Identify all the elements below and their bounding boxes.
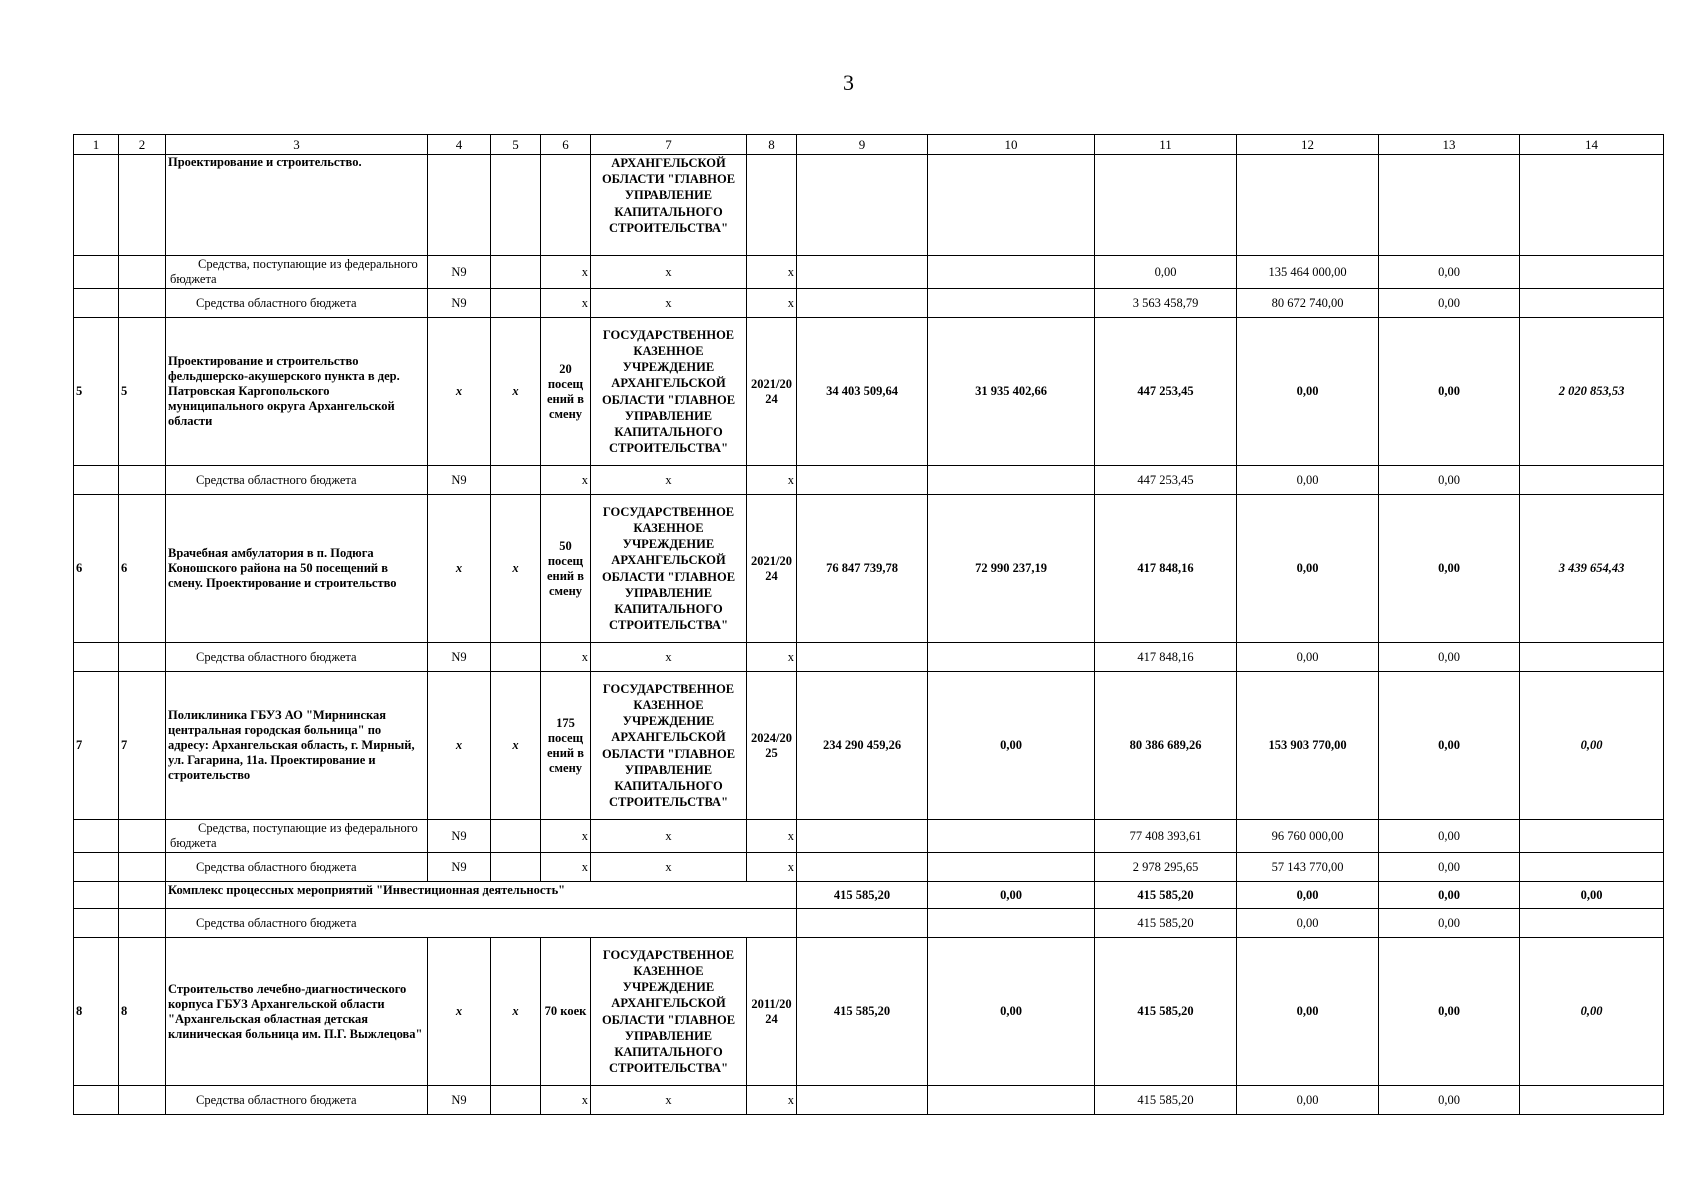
funding-source: Средства областного бюджета xyxy=(166,289,428,318)
object-name: Проектирование и строительство фельдшерско-акушерского пункта в дер. Патровская Каргопольского муниципального округа Архангельской области xyxy=(166,318,428,466)
object-name: Проектирование и строительство. xyxy=(166,155,428,256)
cell: 415 585,20 xyxy=(1095,938,1237,1086)
object-row xyxy=(74,938,1664,1086)
cell: 96 760 000,00 xyxy=(1237,820,1379,853)
capacity: 20 посещ ений в смену xyxy=(541,318,591,466)
cell: 0,00 xyxy=(1379,1086,1520,1115)
cell: x xyxy=(747,643,797,672)
cell: 415 585,20 xyxy=(1095,1086,1237,1115)
cell: N9 xyxy=(428,853,491,882)
cell: x xyxy=(591,466,747,495)
cell: x xyxy=(541,466,591,495)
cell: 0,00 xyxy=(1379,289,1520,318)
cell: x xyxy=(747,853,797,882)
cell: 34 403 509,64 xyxy=(797,318,928,466)
cell: x xyxy=(541,853,591,882)
cell: 0,00 xyxy=(1379,938,1520,1086)
funding-source: Средства областного бюджета xyxy=(166,853,428,882)
cell: x xyxy=(491,495,541,643)
cell: N9 xyxy=(428,820,491,853)
col-header: 5 xyxy=(491,135,541,155)
object-name: Строительство лечебно-диагностического корпуса ГБУЗ Архангельской области "Архангельская областная детская клиническая больница им. П.Г. Выжлецова" xyxy=(166,938,428,1086)
cell: x xyxy=(747,289,797,318)
cell: x xyxy=(591,256,747,289)
cell: 0,00 xyxy=(1379,820,1520,853)
cell: 415 585,20 xyxy=(797,882,928,909)
cell: 31 935 402,66 xyxy=(928,318,1095,466)
cell: 153 903 770,00 xyxy=(1237,672,1379,820)
object-row xyxy=(74,318,1664,466)
cell: x xyxy=(591,853,747,882)
cell: 135 464 000,00 xyxy=(1237,256,1379,289)
funding-source: Средства областного бюджета xyxy=(166,466,428,495)
cell: 0,00 xyxy=(1379,256,1520,289)
col-header: 6 xyxy=(541,135,591,155)
cell: 415 585,20 xyxy=(1095,882,1237,909)
table-row xyxy=(74,155,1664,256)
cell: x xyxy=(541,643,591,672)
cell: 0,00 xyxy=(1237,882,1379,909)
customer-name: ГОСУДАРСТВЕННОЕ КАЗЕННОЕ УЧРЕЖДЕНИЕ АРХАНГЕЛЬСКОЙ ОБЛАСТИ "ГЛАВНОЕ УПРАВЛЕНИЕ КАПИТАЛЬНОГО СТРОИТЕЛЬСТВА" xyxy=(591,318,747,466)
cell: 417 848,16 xyxy=(1095,643,1237,672)
col-header: 13 xyxy=(1379,135,1520,155)
cell: 0,00 xyxy=(1379,318,1520,466)
cell: 0,00 xyxy=(1520,672,1664,820)
funding-row xyxy=(74,289,1664,318)
cell: 0,00 xyxy=(1237,495,1379,643)
funding-table xyxy=(73,134,1664,1115)
cell: 0,00 xyxy=(1379,853,1520,882)
cell: x xyxy=(491,672,541,820)
row-number: 5 xyxy=(74,318,119,466)
object-name: Врачебная амбулатория в п. Подюга Коношского района на 50 посещений в смену. Проектирование и строительство xyxy=(166,495,428,643)
cell: N9 xyxy=(428,1086,491,1115)
col-header: 3 xyxy=(166,135,428,155)
cell: 415 585,20 xyxy=(1095,909,1237,938)
cell: x xyxy=(541,256,591,289)
cell: 77 408 393,61 xyxy=(1095,820,1237,853)
cell: 0,00 xyxy=(1520,938,1664,1086)
funding-row xyxy=(74,466,1664,495)
cell: 415 585,20 xyxy=(797,938,928,1086)
funding-source: Средства областного бюджета xyxy=(166,1086,428,1115)
funding-row xyxy=(74,1086,1664,1115)
cell: x xyxy=(747,820,797,853)
cell: x xyxy=(428,672,491,820)
row-number: 7 xyxy=(119,672,166,820)
col-header: 10 xyxy=(928,135,1095,155)
cell: 3 563 458,79 xyxy=(1095,289,1237,318)
cell: 0,00 xyxy=(1095,256,1237,289)
cell: N9 xyxy=(428,256,491,289)
period: 2021/20 24 xyxy=(747,495,797,643)
cell: x xyxy=(591,643,747,672)
customer-name: ГОСУДАРСТВЕННОЕ КАЗЕННОЕ УЧРЕЖДЕНИЕ АРХАНГЕЛЬСКОЙ ОБЛАСТИ "ГЛАВНОЕ УПРАВЛЕНИЕ КАПИТАЛЬНОГО СТРОИТЕЛЬСТВА" xyxy=(591,495,747,643)
column-numbers-row xyxy=(74,135,1664,155)
cell: 0,00 xyxy=(928,938,1095,1086)
cell: 72 990 237,19 xyxy=(928,495,1095,643)
cell: x xyxy=(428,495,491,643)
cell: N9 xyxy=(428,643,491,672)
page-number: 3 xyxy=(843,70,854,95)
cell: x xyxy=(747,256,797,289)
col-header: 11 xyxy=(1095,135,1237,155)
object-row xyxy=(74,672,1664,820)
funding-source: Средства областного бюджета xyxy=(166,643,428,672)
funding-source: Средства, поступающие из федерального бюджета xyxy=(166,256,428,289)
cell: 0,00 xyxy=(1237,938,1379,1086)
funding-row xyxy=(74,820,1664,853)
cell: 57 143 770,00 xyxy=(1237,853,1379,882)
col-header: 2 xyxy=(119,135,166,155)
cell: x xyxy=(541,820,591,853)
funding-row xyxy=(74,643,1664,672)
funding-source: Средства областного бюджета xyxy=(166,909,797,938)
period: 2021/20 24 xyxy=(747,318,797,466)
cell: 2 978 295,65 xyxy=(1095,853,1237,882)
object-name: Поликлиника ГБУЗ АО "Мирнинская центральная городская больница" по адресу: Архангельская область, г. Мирный, ул. Гагарина, 11а. Проектирование и строительство xyxy=(166,672,428,820)
cell: 0,00 xyxy=(1379,495,1520,643)
capacity: 175 посещ ений в смену xyxy=(541,672,591,820)
cell: x xyxy=(491,318,541,466)
cell: 3 439 654,43 xyxy=(1520,495,1664,643)
cell: x xyxy=(591,820,747,853)
cell: 0,00 xyxy=(1379,672,1520,820)
period: 2011/20 24 xyxy=(747,938,797,1086)
row-number: 5 xyxy=(119,318,166,466)
row-number: 8 xyxy=(74,938,119,1086)
cell: x xyxy=(428,318,491,466)
cell: 0,00 xyxy=(1237,909,1379,938)
row-number: 7 xyxy=(74,672,119,820)
customer-name: ГОСУДАРСТВЕННОЕ КАЗЕННОЕ УЧРЕЖДЕНИЕ АРХАНГЕЛЬСКОЙ ОБЛАСТИ "ГЛАВНОЕ УПРАВЛЕНИЕ КАПИТАЛЬНОГО СТРОИТЕЛЬСТВА" xyxy=(591,672,747,820)
cell: 447 253,45 xyxy=(1095,318,1237,466)
customer-name: АРХАНГЕЛЬСКОЙ ОБЛАСТИ "ГЛАВНОЕ УПРАВЛЕНИЕ КАПИТАЛЬНОГО СТРОИТЕЛЬСТВА" xyxy=(591,155,747,256)
section-row xyxy=(74,882,1664,909)
cell: 0,00 xyxy=(1237,1086,1379,1115)
cell: 447 253,45 xyxy=(1095,466,1237,495)
object-row xyxy=(74,495,1664,643)
cell: x xyxy=(541,289,591,318)
funding-row xyxy=(74,909,1664,938)
cell: 0,00 xyxy=(1237,466,1379,495)
cell: x xyxy=(747,1086,797,1115)
section-title: Комплекс процессных мероприятий "Инвестиционная деятельность" xyxy=(166,882,797,909)
cell: N9 xyxy=(428,466,491,495)
cell: x xyxy=(541,1086,591,1115)
customer-name: ГОСУДАРСТВЕННОЕ КАЗЕННОЕ УЧРЕЖДЕНИЕ АРХАНГЕЛЬСКОЙ ОБЛАСТИ "ГЛАВНОЕ УПРАВЛЕНИЕ КАПИТАЛЬНОГО СТРОИТЕЛЬСТВА" xyxy=(591,938,747,1086)
cell: x xyxy=(591,289,747,318)
cell: x xyxy=(491,938,541,1086)
cell: 0,00 xyxy=(1379,466,1520,495)
col-header: 8 xyxy=(747,135,797,155)
cell: 0,00 xyxy=(1237,318,1379,466)
cell: 80 386 689,26 xyxy=(1095,672,1237,820)
row-number: 6 xyxy=(119,495,166,643)
col-header: 4 xyxy=(428,135,491,155)
cell: 0,00 xyxy=(1520,882,1664,909)
capacity: 70 коек xyxy=(541,938,591,1086)
cell: 0,00 xyxy=(1379,882,1520,909)
cell: 234 290 459,26 xyxy=(797,672,928,820)
cell: 0,00 xyxy=(1379,909,1520,938)
cell: 0,00 xyxy=(928,672,1095,820)
cell: 0,00 xyxy=(928,882,1095,909)
cell: 2 020 853,53 xyxy=(1520,318,1664,466)
col-header: 1 xyxy=(74,135,119,155)
cell: 0,00 xyxy=(1237,643,1379,672)
row-number: 6 xyxy=(74,495,119,643)
funding-row xyxy=(74,256,1664,289)
capacity: 50 посещ ений в смену xyxy=(541,495,591,643)
period: 2024/20 25 xyxy=(747,672,797,820)
row-number: 8 xyxy=(119,938,166,1086)
cell: 0,00 xyxy=(1379,643,1520,672)
cell: x xyxy=(747,466,797,495)
cell: x xyxy=(591,1086,747,1115)
funding-source: Средства, поступающие из федерального бюджета xyxy=(166,820,428,853)
funding-row xyxy=(74,853,1664,882)
cell: x xyxy=(428,938,491,1086)
cell: 76 847 739,78 xyxy=(797,495,928,643)
cell: N9 xyxy=(428,289,491,318)
col-header: 12 xyxy=(1237,135,1379,155)
col-header: 7 xyxy=(591,135,747,155)
col-header: 14 xyxy=(1520,135,1664,155)
cell: 80 672 740,00 xyxy=(1237,289,1379,318)
col-header: 9 xyxy=(797,135,928,155)
cell: 417 848,16 xyxy=(1095,495,1237,643)
